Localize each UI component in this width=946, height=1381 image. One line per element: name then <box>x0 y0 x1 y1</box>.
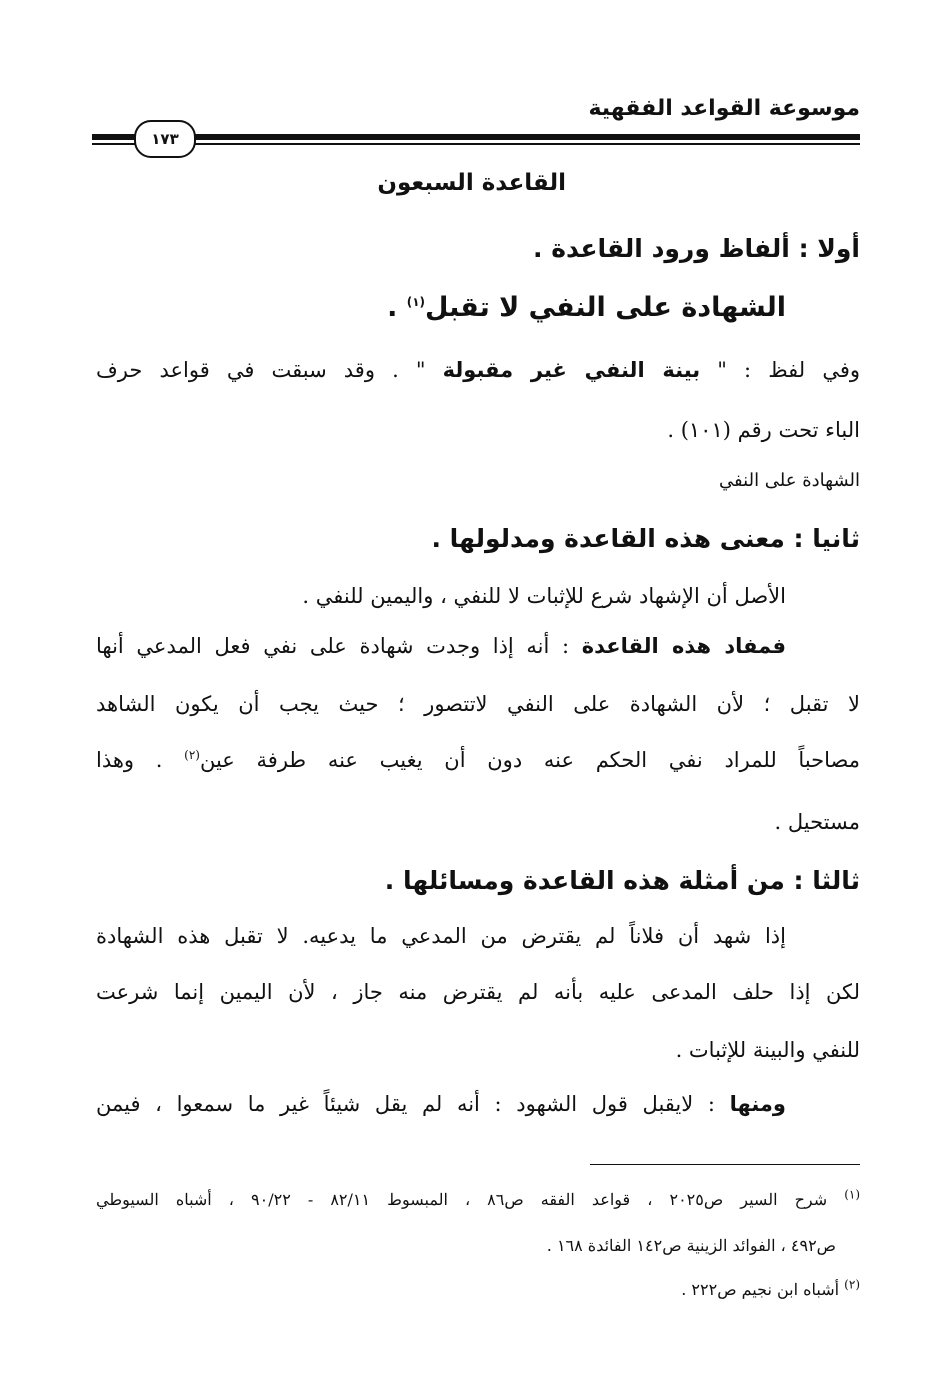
footnote-mark: (٢) <box>844 1277 860 1292</box>
page-number: ١٧٣ <box>151 130 179 148</box>
section3-heading: ثالثا : من أمثلة هذه القاعدة ومسائلها . <box>384 866 860 895</box>
section2-p2-line1 <box>96 634 786 658</box>
footnote-ref-2: (٢) <box>184 748 200 762</box>
text-run: : أنه إذا وجدت شهادة على نفي فعل المدعي أنها <box>96 634 582 658</box>
footnote-text: أشباه ابن نجيم ص٢٢٢ . <box>681 1280 840 1299</box>
text-run: . وهذا <box>96 748 185 772</box>
page-number-badge <box>134 120 196 158</box>
rule-title: القاعدة السبعون <box>377 170 566 196</box>
lead-phrase: ومنها <box>729 1092 786 1116</box>
text-run: وفي لفظ : " <box>700 358 861 382</box>
header-rule-thick <box>190 134 860 140</box>
running-title: موسوعة القواعد الفقهية <box>588 96 860 121</box>
section3-p2-line1 <box>96 1092 786 1116</box>
lead-phrase: فمفاد هذه القاعدة <box>581 634 786 658</box>
section1-heading: أولا : ألفاظ ورود القاعدة . <box>533 234 860 263</box>
section1-p1-line1 <box>96 358 860 382</box>
text-run: " . وقد سبقت في قواعد حرف <box>96 358 443 382</box>
section2-p2-line2: لا تقبل ؛ لأن الشهادة على النفي لاتتصور ؛ حيث يجب أن يكون الشاهد <box>96 692 860 716</box>
section3-p1-line3: للنفي والبينة للإثبات . <box>675 1038 860 1062</box>
text-run: مصاحباً للمراد نفي الحكم عنه دون أن يغيب عنه طرفة عين <box>199 748 860 772</box>
footnote-1-line2: ص٤٩٢ ، الفوائد الزينية ص١٤٢ الفائدة ١٦٨ . <box>546 1236 836 1255</box>
header-rule-left-thick <box>92 134 138 140</box>
footnote-2 <box>681 1277 860 1299</box>
text-run: : لايقبل قول الشهود : أنه لم يقل شيئاً غير ما سمعوا ، فيمن <box>96 1092 730 1116</box>
footnote-ref-1: (١) <box>406 295 426 309</box>
footnote-text: شرح السير ص٢٠٢٥ ، قواعد الفقه ص٨٦ ، المبسوط ٨٢/١١ - ٩٠/٢٢ ، أشباه السيوطي <box>96 1190 828 1209</box>
section3-p1-line1: إذا شهد أن فلاناً لم يقترض من المدعي ما يدعيه. لا تقبل هذه الشهادة <box>96 924 786 948</box>
header-rule-left-thin <box>92 143 138 145</box>
header-rule-thin <box>190 143 860 145</box>
rule-statement-text: الشهادة على النفي لا تقبل <box>425 292 786 323</box>
section3-p1-line2: لكن إذا حلف المدعى عليه بأنه لم يقترض منه جاز ، لأن اليمين إنما شرعت <box>96 980 860 1004</box>
footnote-1-line1 <box>96 1187 861 1209</box>
section1-p1-line2: الباء تحت رقم (١٠١) . <box>667 418 860 442</box>
rule-statement-end: . <box>387 292 407 323</box>
section2-p2-line3 <box>96 748 860 772</box>
footnote-mark: (١) <box>844 1187 861 1202</box>
quoted-variant: بينة النفي غير مقبولة <box>442 358 701 382</box>
section2-p1: الأصل أن الإشهاد شرع للإثبات لا للنفي ، واليمين للنفي . <box>302 584 786 608</box>
marginal-caption: الشهادة على النفي <box>719 470 860 491</box>
footnote-separator <box>590 1164 860 1165</box>
rule-statement <box>387 292 786 323</box>
section2-p2-line4: مستحيل . <box>774 810 860 834</box>
section2-heading: ثانيا : معنى هذه القاعدة ومدلولها . <box>431 524 860 553</box>
